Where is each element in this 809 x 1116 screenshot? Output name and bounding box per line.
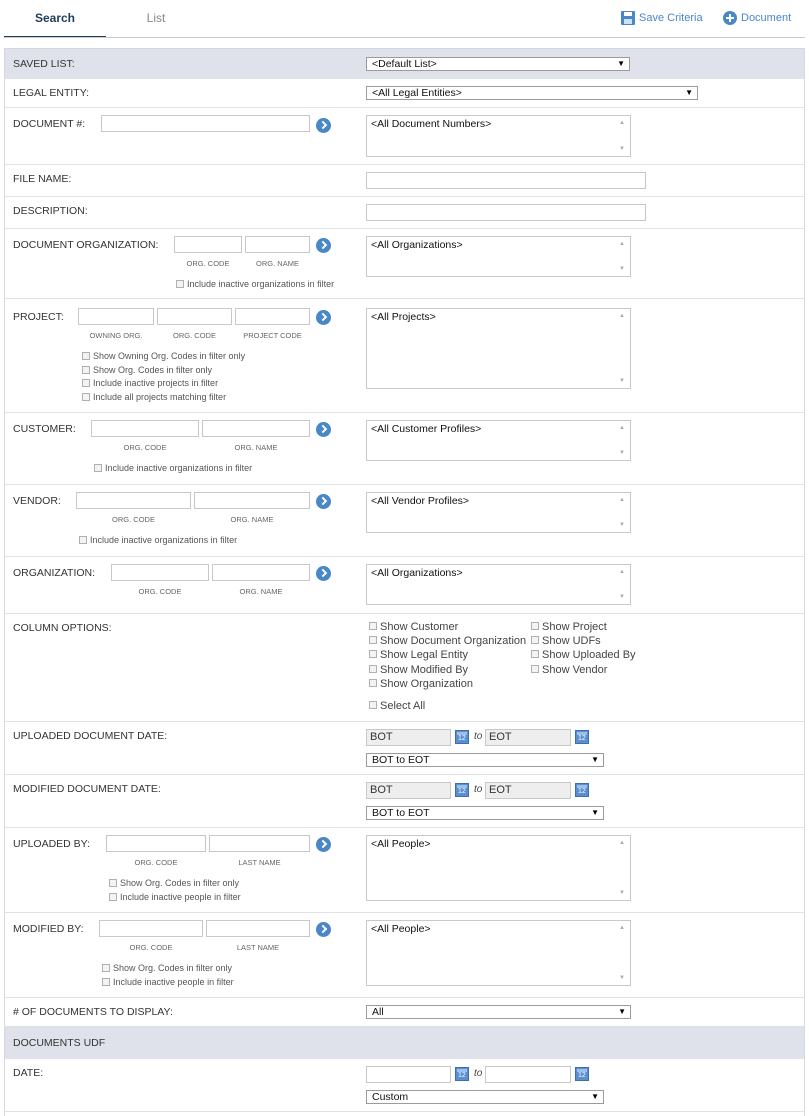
- show-legal-entity-checkbox[interactable]: [369, 649, 468, 661]
- customer-list[interactable]: [366, 420, 631, 461]
- add-document-label: Document: [741, 12, 792, 24]
- save-criteria-button[interactable]: [621, 10, 703, 28]
- legal-entity-label: LEGAL ENTITY:: [13, 87, 90, 99]
- tab-search[interactable]: Search: [4, 0, 106, 38]
- row-divider: [4, 298, 805, 299]
- project-code-caption: PROJECT CODE: [243, 331, 302, 340]
- document-organization-label: DOCUMENT ORGANIZATION:: [13, 239, 159, 251]
- customer-label: CUSTOMER:: [13, 423, 76, 435]
- modified-by-list[interactable]: [366, 920, 631, 986]
- row-divider: [4, 774, 805, 775]
- row-divider: [4, 484, 805, 485]
- calendar-icon[interactable]: [455, 1067, 469, 1081]
- checkbox-box: [109, 879, 117, 887]
- uploaded-by-go-button[interactable]: [316, 837, 331, 852]
- organization-name-input[interactable]: [212, 564, 310, 581]
- checkbox-label: Include inactive organizations in filter: [105, 463, 253, 473]
- udf-date-label: DATE:: [13, 1067, 44, 1079]
- uploaded-date-to-input[interactable]: EOT: [485, 729, 571, 746]
- plus-circle-icon: [723, 11, 737, 25]
- checkbox-box: [369, 665, 377, 673]
- project-code-input[interactable]: [235, 308, 310, 325]
- checkbox-label: Show Owning Org. Codes in filter only: [93, 351, 246, 361]
- vendor-org-name-caption: ORG. NAME: [230, 515, 274, 524]
- document-organization-list-item: <All Organizations>: [371, 239, 463, 251]
- uploaded-by-org-code-caption: ORG. CODE: [134, 858, 178, 867]
- doc-org-name-input[interactable]: [245, 236, 310, 253]
- uploaded-by-last-name-input[interactable]: [209, 835, 310, 852]
- checkbox-box: [82, 366, 90, 374]
- description-input[interactable]: [366, 204, 646, 221]
- checkbox-box: [531, 622, 539, 630]
- modified-by-org-code-caption: ORG. CODE: [129, 943, 173, 952]
- document-number-list[interactable]: [366, 115, 631, 157]
- list-scrollbar[interactable]: [616, 921, 630, 985]
- documents-udf-band: [5, 1027, 804, 1058]
- file-name-label: FILE NAME:: [13, 173, 72, 185]
- project-owning-org-caption: OWNING ORG.: [89, 331, 143, 340]
- project-org-code-caption: ORG. CODE: [173, 331, 216, 340]
- calendar-icon[interactable]: [575, 730, 589, 744]
- row-divider: [4, 556, 805, 557]
- customer-org-name-input[interactable]: [202, 420, 310, 437]
- row-divider: [4, 997, 805, 998]
- project-owning-org-only-checkbox[interactable]: [82, 351, 245, 361]
- show-document-organization-checkbox[interactable]: [369, 635, 526, 647]
- description-label: DESCRIPTION:: [13, 205, 88, 217]
- show-organization-checkbox[interactable]: [369, 678, 473, 690]
- list-scrollbar[interactable]: [616, 237, 630, 276]
- list-scrollbar[interactable]: [616, 565, 630, 604]
- modified-by-last-name-caption: LAST NAME: [236, 943, 280, 952]
- project-go-button[interactable]: [316, 310, 331, 325]
- doc-org-inactive-checkbox[interactable]: [176, 279, 334, 289]
- checkbox-label: Show Project: [542, 621, 607, 633]
- modified-by-org-code-input[interactable]: [99, 920, 203, 937]
- calendar-icon[interactable]: [575, 783, 589, 797]
- show-udfs-checkbox[interactable]: [531, 635, 601, 647]
- show-vendor-checkbox[interactable]: [531, 664, 607, 676]
- vendor-inactive-checkbox[interactable]: [79, 535, 237, 545]
- uploaded-by-label: UPLOADED BY:: [13, 838, 91, 850]
- checkbox-box: [176, 280, 184, 288]
- saved-list-label: SAVED LIST:: [13, 58, 75, 70]
- row-divider: [4, 827, 805, 828]
- checkbox-label: Show Uploaded By: [542, 649, 636, 661]
- save-icon: [621, 11, 635, 25]
- checkbox-box: [531, 650, 539, 658]
- legal-entity-select[interactable]: <All Legal Entities> ▼: [366, 86, 698, 100]
- modified-date-from-input[interactable]: BOT: [366, 782, 451, 799]
- row-divider: [4, 78, 805, 79]
- list-scrollbar[interactable]: [616, 836, 630, 900]
- modified-date-range-select[interactable]: BOT to EOT ▼: [366, 806, 604, 820]
- row-divider: [4, 228, 805, 229]
- checkbox-box: [109, 893, 117, 901]
- checkbox-label: Show Legal Entity: [380, 649, 469, 661]
- save-criteria-label: Save Criteria: [639, 12, 703, 24]
- list-scrollbar[interactable]: [616, 116, 630, 156]
- project-list-item: <All Projects>: [371, 311, 436, 323]
- checkbox-box: [82, 393, 90, 401]
- checkbox-label: Show Vendor: [542, 664, 608, 676]
- organization-label: ORGANIZATION:: [13, 567, 96, 579]
- document-number-label: DOCUMENT #:: [13, 118, 86, 130]
- project-org-codes-only-checkbox[interactable]: [82, 365, 212, 375]
- checkbox-label: Include inactive people in filter: [120, 892, 241, 902]
- num-documents-select[interactable]: All ▼: [366, 1005, 631, 1019]
- show-uploaded-by-checkbox[interactable]: [531, 649, 636, 661]
- udf-date-to-input[interactable]: [485, 1066, 571, 1083]
- file-name-input[interactable]: [366, 172, 646, 189]
- date-to-separator: to: [474, 1068, 483, 1079]
- checkbox-label: Show Organization: [380, 678, 473, 690]
- project-org-code-input[interactable]: [157, 308, 232, 325]
- vendor-org-name-input[interactable]: [194, 492, 310, 509]
- row-divider: [4, 721, 805, 722]
- row-divider: [4, 912, 805, 913]
- show-project-checkbox[interactable]: [531, 621, 607, 633]
- checkbox-label: Show Org. Codes in filter only: [120, 878, 240, 888]
- checkbox-label: Show Document Organization: [380, 635, 527, 647]
- project-inactive-checkbox[interactable]: [82, 378, 218, 388]
- document-number-input[interactable]: [101, 115, 310, 132]
- row-divider: [4, 196, 805, 197]
- doc-org-code-caption: ORG. CODE: [186, 259, 230, 268]
- checkbox-label: Show Modified By: [380, 664, 469, 676]
- modified-date-label: MODIFIED DOCUMENT DATE:: [13, 783, 161, 795]
- tab-divider: [4, 37, 805, 38]
- calendar-icon[interactable]: [455, 783, 469, 797]
- checkbox-label: Include inactive people in filter: [113, 977, 234, 987]
- row-divider: [4, 1058, 805, 1059]
- organization-name-caption: ORG. NAME: [239, 587, 283, 596]
- checkbox-box: [369, 679, 377, 687]
- vendor-label: VENDOR:: [13, 495, 61, 507]
- checkbox-box: [369, 701, 377, 709]
- checkbox-box: [82, 379, 90, 387]
- checkbox-label: Include inactive organizations in filter: [187, 279, 335, 289]
- row-divider: [4, 1026, 805, 1027]
- modified-by-go-button[interactable]: [316, 922, 331, 937]
- uploaded-by-org-codes-only-checkbox[interactable]: [109, 878, 239, 888]
- document-number-list-item: <All Document Numbers>: [371, 118, 492, 130]
- organization-code-input[interactable]: [111, 564, 209, 581]
- calendar-icon[interactable]: [455, 730, 469, 744]
- uploaded-by-last-name-caption: LAST NAME: [238, 858, 281, 867]
- doc-org-code-input[interactable]: [174, 236, 242, 253]
- project-label: PROJECT:: [13, 311, 64, 323]
- select-all-checkbox[interactable]: [369, 700, 425, 712]
- documents-udf-header: DOCUMENTS UDF: [13, 1037, 106, 1049]
- vendor-go-button[interactable]: [316, 494, 331, 509]
- date-to-separator: to: [474, 784, 483, 795]
- modified-date-to-input[interactable]: EOT: [485, 782, 571, 799]
- document-organization-list[interactable]: [366, 236, 631, 277]
- udf-date-from-input[interactable]: [366, 1066, 451, 1083]
- saved-list-select[interactable]: <Default List> ▼: [366, 57, 630, 71]
- row-divider: [4, 164, 805, 165]
- uploaded-by-inactive-checkbox[interactable]: [109, 892, 241, 902]
- customer-org-code-input[interactable]: [91, 420, 199, 437]
- show-modified-by-checkbox[interactable]: [369, 664, 468, 676]
- checkbox-label: Include inactive organizations in filter: [90, 535, 238, 545]
- checkbox-label: Include inactive projects in filter: [93, 378, 219, 388]
- row-divider: [4, 107, 805, 108]
- project-list[interactable]: [366, 308, 631, 389]
- vendor-list[interactable]: [366, 492, 631, 533]
- project-all-matching-checkbox[interactable]: [82, 392, 226, 402]
- organization-code-caption: ORG. CODE: [138, 587, 182, 596]
- row-divider: [4, 1111, 805, 1112]
- vendor-list-item: <All Vendor Profiles>: [371, 495, 470, 507]
- modified-by-inactive-checkbox[interactable]: [102, 977, 234, 987]
- modified-by-org-codes-only-checkbox[interactable]: [102, 963, 232, 973]
- checkbox-label: Show Org. Codes in filter only: [93, 365, 213, 375]
- row-divider: [4, 412, 805, 413]
- uploaded-date-range-select[interactable]: BOT to EOT ▼: [366, 753, 604, 767]
- show-customer-checkbox[interactable]: [369, 621, 458, 633]
- uploaded-date-label: UPLOADED DOCUMENT DATE:: [13, 730, 168, 742]
- checkbox-box: [531, 636, 539, 644]
- project-owning-org-input[interactable]: [78, 308, 154, 325]
- checkbox-label: Show Org. Codes in filter only: [113, 963, 233, 973]
- uploaded-date-from-input[interactable]: BOT: [366, 729, 451, 746]
- add-document-button[interactable]: [723, 10, 791, 28]
- modified-by-list-item: <All People>: [371, 923, 431, 935]
- list-scrollbar[interactable]: [616, 493, 630, 532]
- checkbox-box: [369, 622, 377, 630]
- uploaded-by-list[interactable]: [366, 835, 631, 901]
- customer-inactive-checkbox[interactable]: [94, 463, 252, 473]
- list-scrollbar[interactable]: [616, 309, 630, 388]
- customer-org-code-caption: ORG. CODE: [123, 443, 167, 452]
- customer-org-name-caption: ORG. NAME: [234, 443, 278, 452]
- organization-list-item: <All Organizations>: [371, 567, 463, 579]
- uploaded-by-list-item: <All People>: [371, 838, 431, 850]
- organization-list[interactable]: [366, 564, 631, 605]
- customer-go-button[interactable]: [316, 422, 331, 437]
- column-options-label: COLUMN OPTIONS:: [13, 622, 112, 634]
- date-to-separator: to: [474, 731, 483, 742]
- udf-date-range-select[interactable]: Custom ▼: [366, 1090, 604, 1104]
- checkbox-box: [531, 665, 539, 673]
- checkbox-label: Select All: [380, 700, 426, 712]
- checkbox-box: [369, 650, 377, 658]
- num-documents-label: # OF DOCUMENTS TO DISPLAY:: [13, 1006, 173, 1018]
- vendor-org-code-input[interactable]: [76, 492, 191, 509]
- checkbox-label: Show UDFs: [542, 635, 601, 647]
- calendar-icon[interactable]: [575, 1067, 589, 1081]
- customer-list-item: <All Customer Profiles>: [371, 423, 482, 435]
- checkbox-label: Show Customer: [380, 621, 459, 633]
- checkbox-box: [79, 536, 87, 544]
- doc-org-name-caption: ORG. NAME: [256, 259, 299, 268]
- document-number-go-button[interactable]: [316, 118, 331, 133]
- checkbox-box: [102, 964, 110, 972]
- organization-go-button[interactable]: [316, 566, 331, 581]
- checkbox-box: [369, 636, 377, 644]
- tab-list[interactable]: List: [146, 11, 166, 25]
- checkbox-label: Include all projects matching filter: [93, 392, 227, 402]
- row-divider: [4, 613, 805, 614]
- checkbox-box: [94, 464, 102, 472]
- checkbox-box: [82, 352, 90, 360]
- list-scrollbar[interactable]: [616, 421, 630, 460]
- modified-by-last-name-input[interactable]: [206, 920, 310, 937]
- checkbox-box: [102, 978, 110, 986]
- vendor-org-code-caption: ORG. CODE: [112, 515, 155, 524]
- modified-by-label: MODIFIED BY:: [13, 923, 84, 935]
- document-organization-go-button[interactable]: [316, 238, 331, 253]
- uploaded-by-org-code-input[interactable]: [106, 835, 206, 852]
